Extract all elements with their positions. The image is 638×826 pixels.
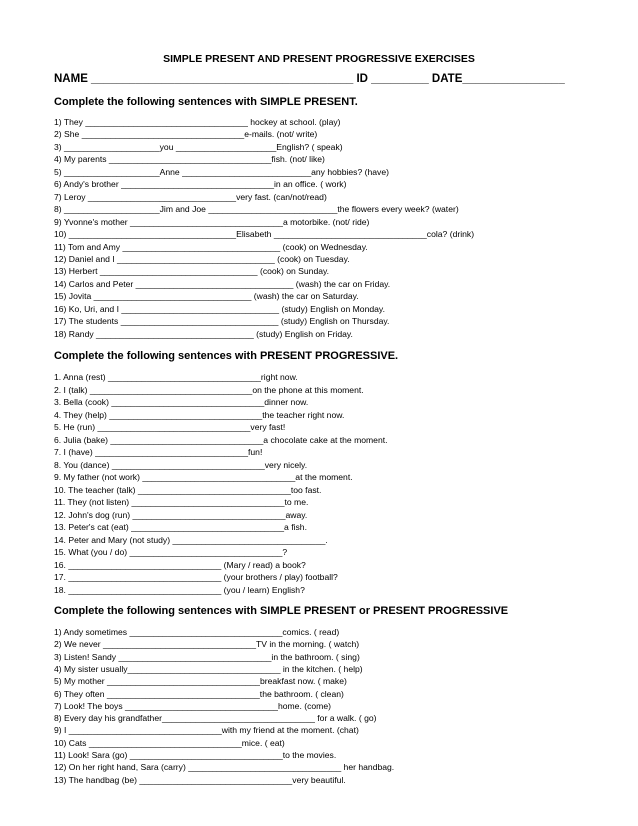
exercise-item: 11. They (not listen) ________________________________to me. [54, 497, 309, 507]
section-heading: Complete the following sentences with SIMPLE PRESENT or PRESENT PROGRESSIVE [54, 605, 509, 617]
exercise-item: 5) My mother ________________________________breakfast now. ( make) [54, 676, 347, 687]
exercise-item: 12) On her right hand, Sara (carry) ________________________________ her handbag. [54, 762, 395, 773]
exercise-item: 5) ____________________Anne ___________________________any hobbies? (have) [54, 166, 389, 177]
exercise-item: 6) Andy's brother ________________________________in an office. ( work) [54, 179, 347, 190]
exercise-item: 8) ____________________Jim and Joe ___________________________the flowers every week? (water) [54, 204, 459, 215]
exercise-item: 2) She __________________________________e-mails. (not/ write) [54, 129, 318, 140]
exercise-item: 18. ________________________________ (you / learn) English? [54, 584, 305, 595]
exercise-item: 2. I (talk) __________________________________on the phone at this moment. [54, 384, 364, 395]
worksheet-title: SIMPLE PRESENT AND PRESENT PROGRESSIVE EXERCISES [163, 53, 475, 65]
exercise-item: 18) Randy _________________________________ (study) English on Friday. [54, 328, 353, 339]
section-heading: Complete the following sentences with PRESENT PROGRESSIVE. [54, 350, 399, 362]
exercise-item: 7) Leroy _______________________________very fast. (can/not/read) [54, 191, 327, 202]
exercise-item: 4. They (help) ________________________________the teacher right now. [54, 409, 345, 420]
exercise-item: 3) Listen! Sandy ________________________________in the bathroom. ( sing) [54, 651, 360, 662]
exercise-item: 1. Anna (rest) ________________________________right now. [54, 372, 298, 382]
exercise-item: 3. Bella (cook) ________________________________dinner now. [54, 397, 309, 407]
exercise-item: 10) ___________________________________Elisabeth ________________________________cola? (drink) [54, 229, 475, 240]
exercise-item: 14) Carlos and Peter _________________________________ (wash) the car on Friday. [54, 278, 391, 289]
exercise-item: 10. The teacher (talk) ________________________________too fast. [54, 484, 322, 495]
exercise-item: 13) The handbag (be) ________________________________very beautiful. [54, 774, 346, 785]
exercise-item: 7) Look! The boys ________________________________home. (come) [54, 700, 331, 711]
exercise-item: 11) Tom and Amy _________________________________ (cook) on Wednesday. [54, 241, 368, 252]
exercise-item: 8) Every day his grandfather________________________________ for a walk. ( go) [54, 713, 377, 724]
exercise-item: 1) Andy sometimes ________________________________comics. ( read) [54, 627, 340, 637]
exercise-item: 7. I (have) ________________________________fun! [54, 447, 263, 457]
exercise-item: 6. Julia (bake) ________________________________a chocolate cake at the moment. [54, 434, 388, 445]
exercise-item: 16) Ko, Uri, and I _________________________________ (study) English on Monday. [54, 303, 385, 314]
exercise-item: 9) Yvonne's mother ________________________________a motorbike. (not/ ride) [54, 216, 370, 227]
exercise-item: 12) Daniel and I _________________________________ (cook) on Tuesday. [54, 253, 350, 264]
section-heading: Complete the following sentences with SIMPLE PRESENT. [54, 96, 358, 108]
exercise-item: 10) Cats ________________________________mice. ( eat) [54, 737, 285, 748]
exercise-item: 4) My parents __________________________________fish. (not/ like) [54, 154, 325, 165]
exercise-item: 9. My father (not work) ________________________________at the moment. [54, 472, 353, 482]
exercise-item: 6) They often ________________________________the bathroom. ( clean) [54, 688, 344, 699]
exercise-item: 5. He (run) ________________________________very fast! [54, 422, 286, 432]
exercise-item: 17) The students _________________________________ (study) English on Thursday. [54, 316, 390, 327]
exercise-item: 13) Herbert _________________________________ (cook) on Sunday. [54, 266, 330, 277]
exercise-item: 17. ________________________________ (your brothers / play) football? [54, 572, 338, 582]
exercise-item: 12. John's dog (run) ________________________________away. [54, 509, 308, 520]
exercise-item: 3) ____________________you _____________________English? ( speak) [54, 141, 343, 152]
exercise-item: 2) We never ________________________________TV in the morning. ( watch) [54, 639, 360, 650]
exercise-item: 13. Peter's cat (eat) ________________________________a fish. [54, 522, 307, 532]
exercise-item: 15. What (you / do) ________________________________? [54, 547, 288, 557]
exercise-item: 16. ________________________________ (Mary / read) a book? [54, 559, 306, 570]
exercise-item: 8. You (dance) ________________________________very nicely. [54, 459, 308, 470]
exercise-item: 11) Look! Sara (go) ________________________________to the movies. [54, 750, 337, 760]
name-id-date-line: NAME _________________________________________ ID _________ DATE________________ [54, 73, 565, 85]
exercise-item: 9) I ________________________________with my friend at the moment. (chat) [54, 725, 359, 736]
exercise-item: 4) My sister usually________________________________ in the kitchen. ( help) [54, 663, 363, 674]
exercise-item: 15) Jovita _________________________________ (wash) the car on Saturday. [54, 291, 359, 302]
exercise-item: 14. Peter and Mary (not study) ________________________________. [54, 534, 328, 545]
exercise-item: 1) They __________________________________ hockey at school. (play) [54, 117, 341, 127]
